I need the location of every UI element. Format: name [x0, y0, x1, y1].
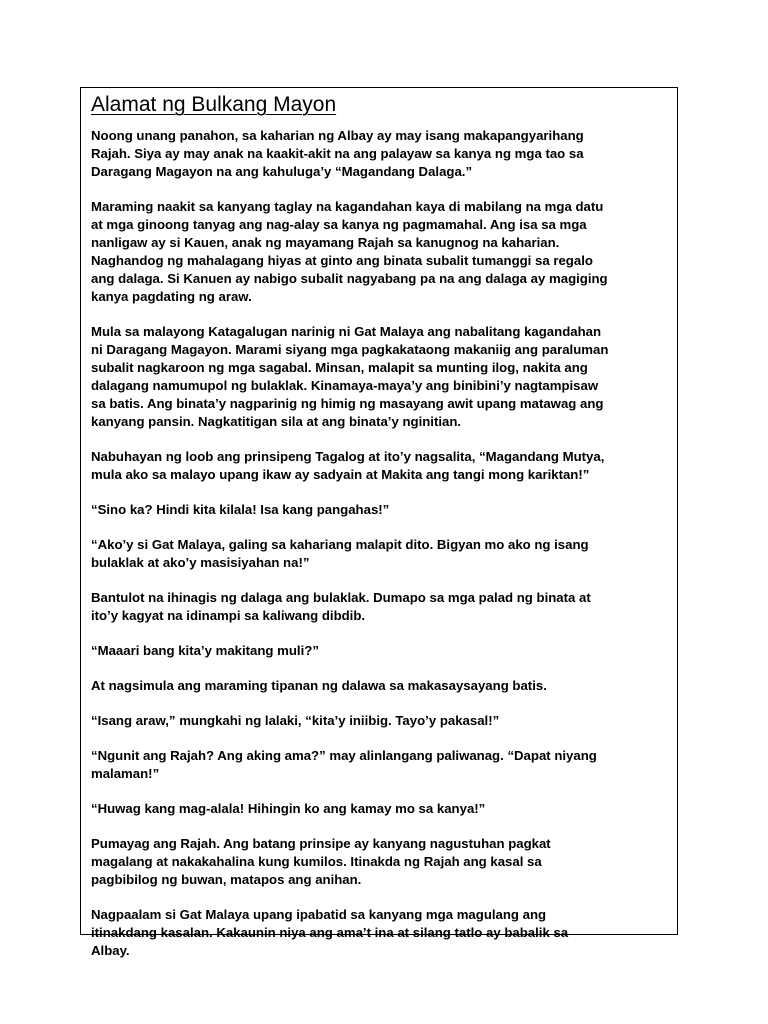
- text-line: itinakdang kasalan. Kakaunin niya ang ama’t ina at silang tatlo ay babalik sa: [91, 925, 569, 940]
- document-page: [80, 87, 678, 958]
- text-line: Daragang Magayon na ang kahuluga’y “Magandang Dalaga.”: [91, 164, 473, 179]
- text-line: dalagang namumupol ng bulaklak. Kinamaya-maya’y ang binibini’y nagtampisaw: [91, 378, 599, 393]
- text-line: sa batis. Ang binata’y nagparinig ng himig ng masayang awit upang matawag ang: [91, 396, 604, 411]
- paragraph: [91, 448, 667, 484]
- text-line: ang dalaga. Si Kanuen ay nabigo subalit nagyabang pa na ang dalaga ay magiging: [91, 271, 608, 286]
- text-line: Albay.: [91, 943, 130, 958]
- text-line: “Sino ka? Hindi kita kilala! Isa kang pangahas!”: [91, 502, 390, 517]
- text-line: malaman!”: [91, 766, 160, 781]
- text-line: “Isang araw,” mungkahi ng lalaki, “kita’y iniibig. Tayo’y pakasal!”: [91, 713, 500, 728]
- paragraph: [91, 642, 667, 660]
- text-line: mula ako sa malayo upang ikaw ay sadyain at Makita ang tangi mong kariktan!”: [91, 467, 590, 482]
- paragraph: [91, 501, 667, 519]
- text-line: ni Daragang Magayon. Marami siyang mga pagkakataong makaniig ang paraluman: [91, 342, 609, 357]
- text-line: Mula sa malayong Katagalugan narinig ni Gat Malaya ang nabalitang kagandahan: [91, 324, 602, 339]
- text-line: Pumayag ang Rajah. Ang batang prinsipe ay kanyang nagustuhan pagkat: [91, 836, 551, 851]
- text-line: Rajah. Siya ay may anak na kaakit-akit na ang palayaw sa kanya ng mga tao sa: [91, 146, 584, 161]
- text-line: bulaklak at ako’y masisiyahan na!”: [91, 555, 310, 570]
- text-line: “Huwag kang mag-alala! Hihingin ko ang kamay mo sa kanya!”: [91, 801, 486, 816]
- text-line: Bantulot na ihinagis ng dalaga ang bulaklak. Dumapo sa mga palad ng binata at: [91, 590, 591, 605]
- text-line: pagbibilog ng buwan, matapos ang anihan.: [91, 872, 362, 887]
- text-line: Noong unang panahon, sa kaharian ng Albay ay may isang makapangyarihang: [91, 128, 584, 143]
- paragraph: [91, 127, 667, 181]
- text-line: Maraming naakit sa kanyang taglay na kagandahan kaya di mabilang na mga datu: [91, 199, 604, 214]
- paragraph: [91, 589, 667, 625]
- text-line: Nabuhayan ng loob ang prinsipeng Tagalog at ito’y nagsalita, “Magandang Mutya,: [91, 449, 605, 464]
- text-line: at mga ginoong tanyag ang nag-alay sa kanya ng pagmamahal. Ang isa sa mga: [91, 217, 587, 232]
- text-line: nanligaw ay si Kauen, anak ng mayamang Rajah sa kanugnog na kaharian.: [91, 235, 560, 250]
- paragraph: [91, 747, 667, 783]
- text-line: ito’y kagyat na idinampi sa kaliwang dibdib.: [91, 608, 366, 623]
- paragraph: [91, 712, 667, 730]
- text-line: “Ako’y si Gat Malaya, galing sa kahariang malapit dito. Bigyan mo ako ng isang: [91, 537, 589, 552]
- paragraph: [91, 198, 667, 306]
- document-body: [91, 127, 667, 960]
- paragraph: [91, 906, 667, 960]
- text-line: Nagpaalam si Gat Malaya upang ipabatid sa kanyang mga magulang ang: [91, 907, 547, 922]
- text-line: kanya pagdating ng araw.: [91, 289, 252, 304]
- paragraph: [91, 677, 667, 695]
- text-line: “Ngunit ang Rajah? Ang aking ama?” may alinlangang paliwanag. “Dapat niyang: [91, 748, 597, 763]
- text-line: At nagsimula ang maraming tipanan ng dalawa sa makasaysayang batis.: [91, 678, 547, 693]
- document-title: Alamat ng Bulkang Mayon: [91, 93, 337, 116]
- paragraph: [91, 323, 667, 431]
- paragraph: [91, 835, 667, 889]
- paragraph: [91, 800, 667, 818]
- text-line: subalit nagkaroon ng mga sagabal. Minsan, malapit sa munting ilog, nakita ang: [91, 360, 588, 375]
- text-line: Naghandog ng mahalagang hiyas at ginto ang binata subalit tumanggi sa regalo: [91, 253, 593, 268]
- paragraph: [91, 536, 667, 572]
- text-line: magalang at nakakahalina kung kumilos. Itinakda ng Rajah ang kasal sa: [91, 854, 542, 869]
- text-line: kanyang pansin. Nagkatitigan sila at ang binata’y nginitian.: [91, 414, 462, 429]
- text-line: “Maaari bang kita’y makitang muli?”: [91, 643, 319, 658]
